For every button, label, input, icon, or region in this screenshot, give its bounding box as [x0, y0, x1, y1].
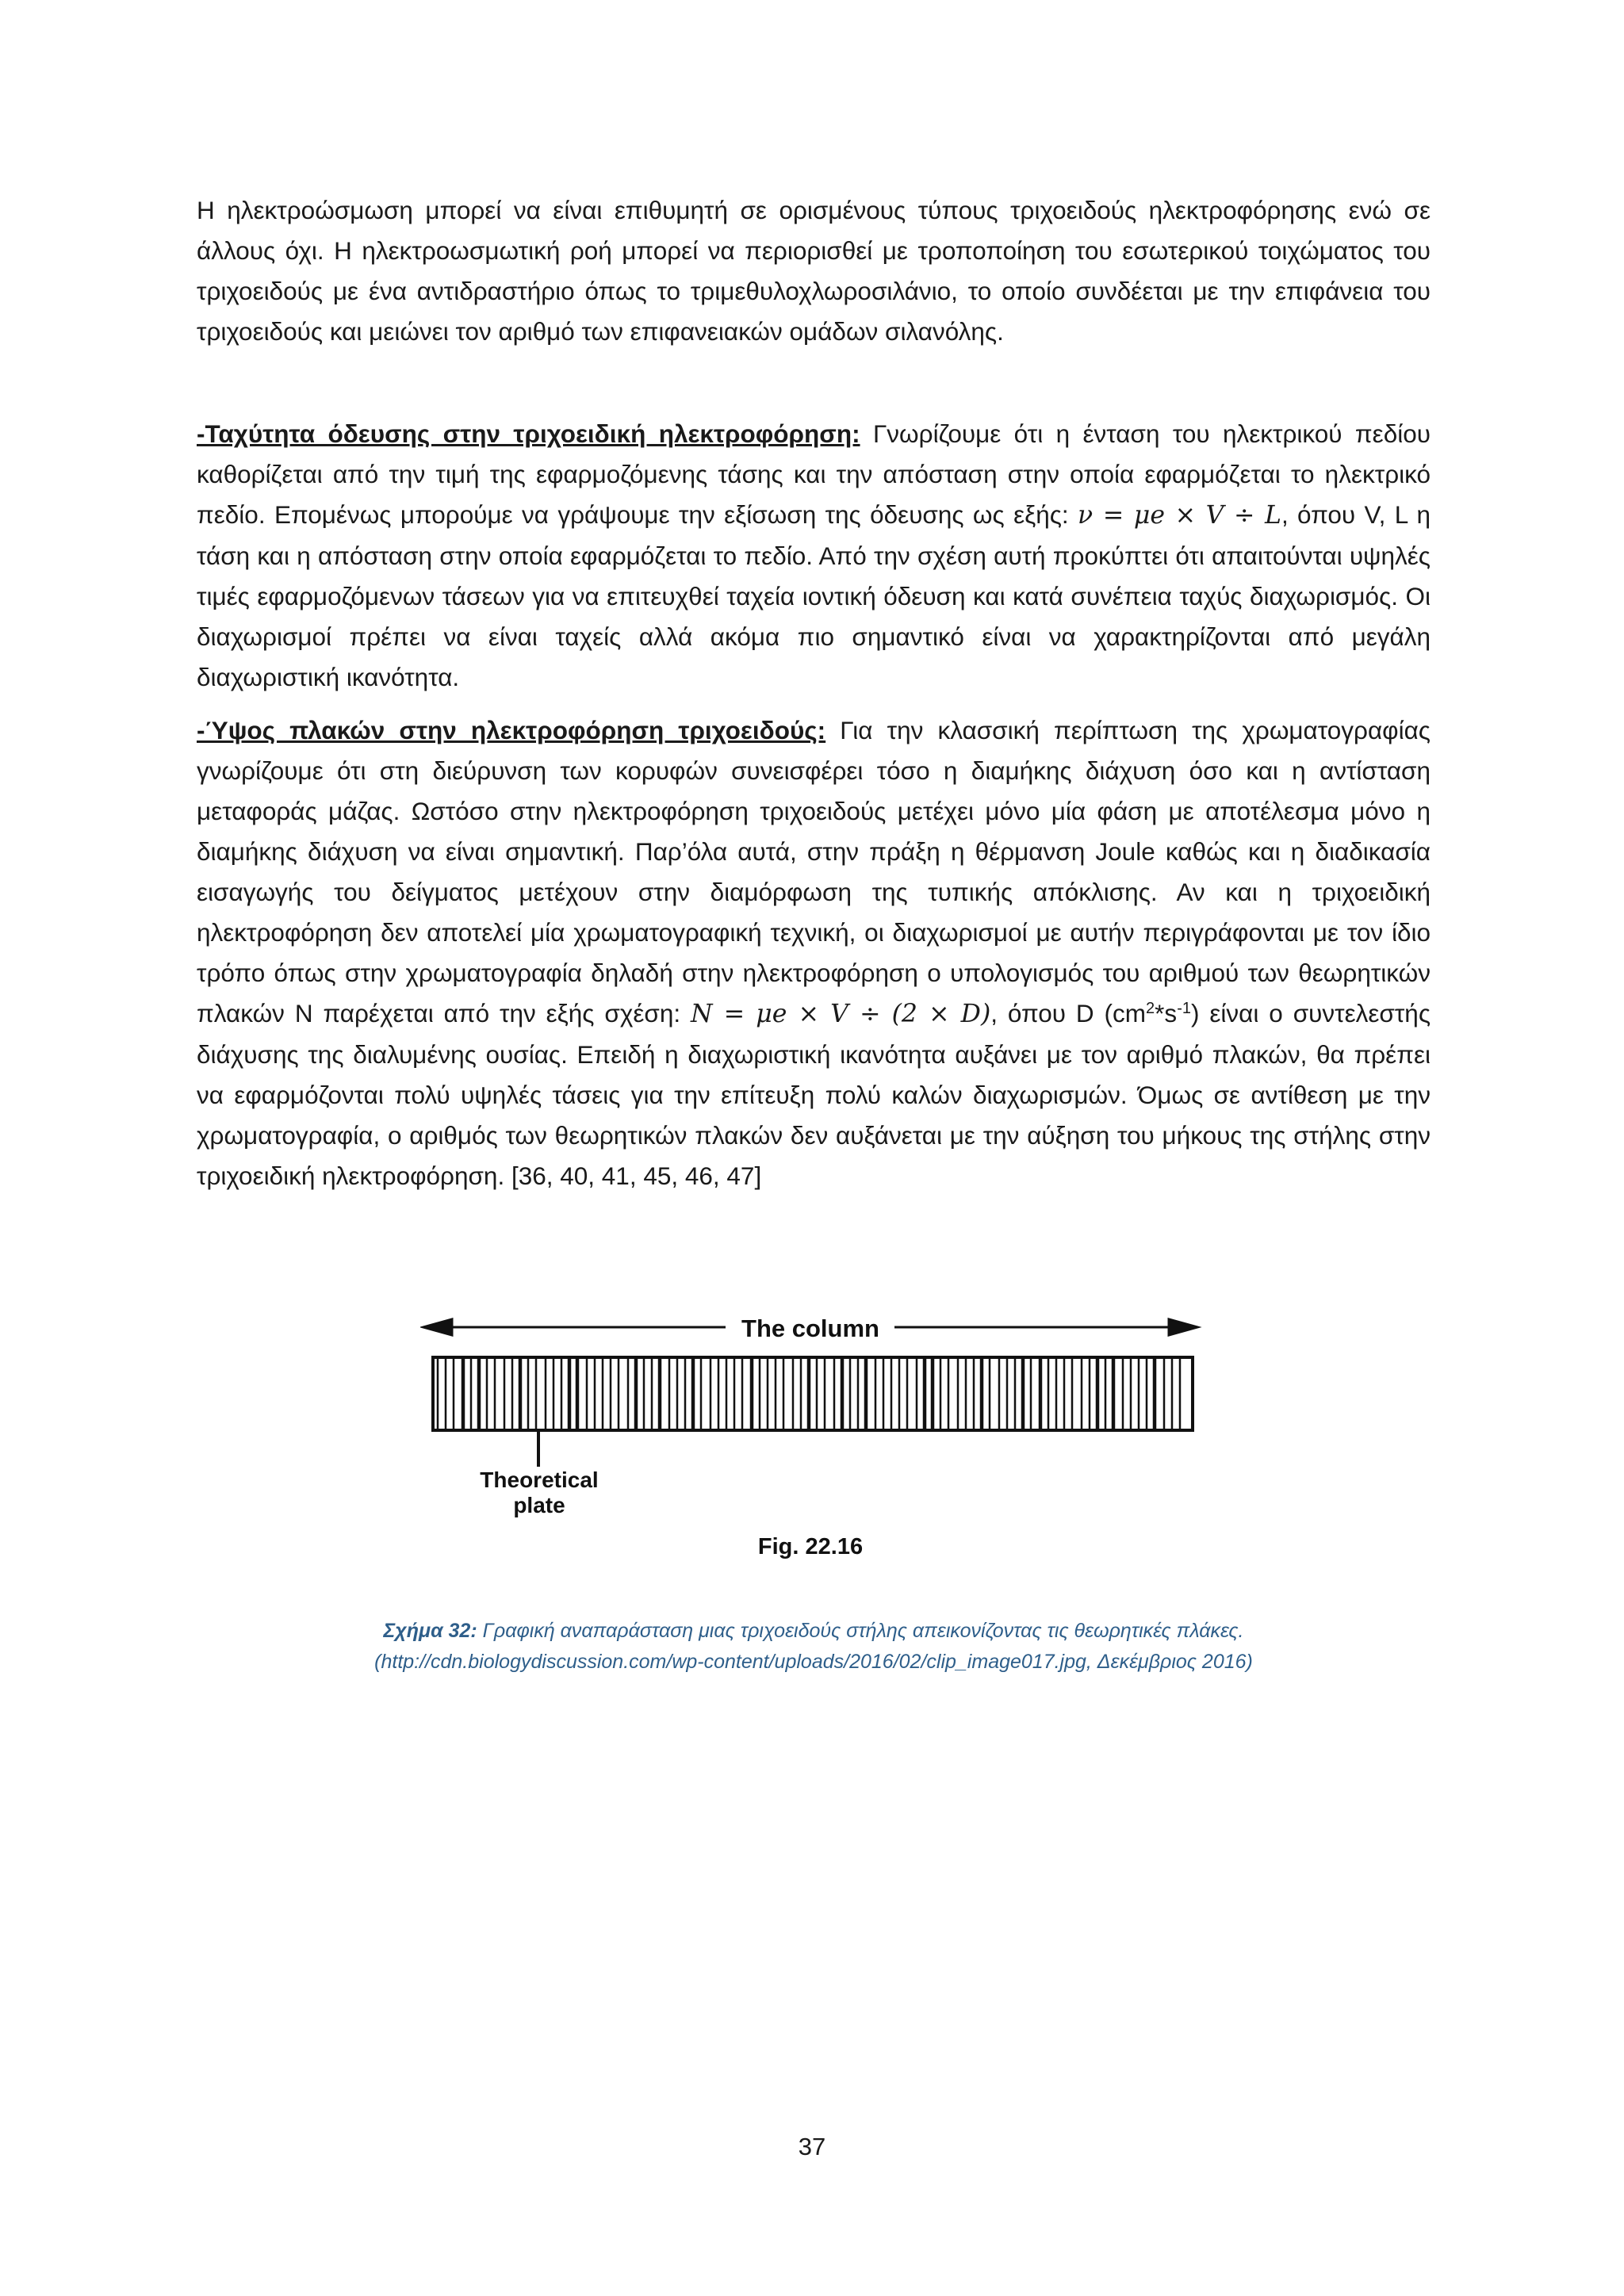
- paragraph-text: Η ηλεκτροώσμωση μπορεί να είναι επιθυμητή σε ορισμένους τύπους τριχοειδούς ηλεκτροφόρησης ενώ σε άλλους όχι. Η ηλεκτροωσμωτική ροή μπορεί να περιορισθεί με τροποποίηση του εσωτερικού τοιχώματος του τριχοειδούς με ένα αντιδραστήριο όπως το τριμεθυλοχλωροσιλάνιο, το οποίο συνδέεται με την επιφάνεια του τριχοειδούς και μειώνει τον αριθμό των επιφανειακών ομάδων σιλανόλης.: [197, 196, 1431, 346]
- column-outline: [433, 1357, 1193, 1430]
- paragraph-text: Για την κλασσική περίπτωση της χρωματογραφίας γνωρίζουμε ότι στη διεύρυνση των κορυφών συνεισφέρει τόσο η διαμήκης διάχυση όσο και η αντίσταση μεταφοράς μάζας. Ωστόσο στην ηλεκτροφόρηση τριχοειδούς μετέχει μόνο μία φάση με αποτέλεσμα μόνο η διαμήκης διάχυση να είναι σημαντική. Παρ’όλα αυτά, στην πράξη η θέρμανση Joule καθώς και η διαδικασία εισαγωγής του δείγματος μετέχουν στην διαμόρφωση της τυπικής απόκλισης. Αν και η τριχοειδική ηλεκτροφόρηση δεν αποτελεί μία χρωματογραφική τεχνική, οι διαχωρισμοί με αυτήν περιγράφονται με τον ίδιο τρόπο όπως στην χρωματογραφία δηλαδή στην ηλεκτροφόρηση ο υπολογισμός του αριθμού των θεωρητικών πλακών Ν παρέχεται από την εξής σχέση:: [197, 716, 1431, 1027]
- paragraph-text: ) είναι ο συντελεστής διάχυσης της διαλυμένης ουσίας. Επειδή η διαχωριστική ικανότητα αυξάνει με τον αριθμό πλακών, θα πρέπει να εφαρμόζονται πολύ υψηλές τάσεις για την επίτευξη πολύ καλών διαχωρισμών. Όμως σε αντίθεση με την χρωματογραφία, ο αριθμός των θεωρητικών πλακών δεν αυξάνεται με την αύξηση του μήκους της στήλης στην τριχοειδική ηλεκτροφόρηση. [36, 40, 41, 45, 46, 47]: [197, 999, 1431, 1190]
- velocity-formula: ν = μe × V ÷ L: [1078, 501, 1281, 530]
- plates-formula: N = μe × V ÷ (2 × D): [691, 1000, 991, 1028]
- paragraph-text: , όπου D (cm: [990, 999, 1147, 1027]
- figure-number-label: Fig. 22.16: [757, 1534, 864, 1559]
- paragraph-electroosmosis: [197, 190, 1431, 352]
- paragraph-plate-height: [197, 710, 1431, 1196]
- section-heading-plate-height: -Ύψος πλακών στην ηλεκτροφόρηση τριχοειδούς:: [197, 716, 826, 744]
- plate-lines: [438, 1359, 1180, 1429]
- section-heading-velocity: -Ταχύτητα όδευσης στην τριχοειδική ηλεκτροφόρηση:: [197, 419, 860, 448]
- figure-caption: [197, 1616, 1431, 1678]
- column-label: The column: [741, 1314, 879, 1342]
- superscript: -1: [1177, 1000, 1191, 1017]
- plate-label-line2: plate: [513, 1493, 565, 1517]
- caption-line: [197, 1616, 1431, 1647]
- column-plates-figure: [420, 1300, 1205, 1570]
- caption-text: Γραφική αναπαράσταση μιας τριχοειδούς στήλης απεικονίζοντας τις θεωρητικές πλάκες.: [477, 1620, 1244, 1642]
- plate-label-line1: Theoretical: [480, 1468, 599, 1492]
- caption-source: (http://cdn.biologydiscussion.com/wp-content/uploads/2016/02/clip_image017.jpg, Δεκέμβριος 2016): [374, 1651, 1253, 1673]
- left-arrowhead: [423, 1319, 452, 1335]
- paragraph-text: *s: [1155, 999, 1178, 1027]
- page-number: 37: [798, 2133, 826, 2160]
- right-arrowhead: [1169, 1319, 1197, 1335]
- paragraph-text: Γνωρίζουμε ότι η ένταση του ηλεκτρικού πεδίου καθορίζεται από την τιμή της εφαρμοζόμενης τάσης και την απόσταση στην οποία εφαρμόζεται το ηλεκτρικό πεδίο. Επομένως μπορούμε να γράψουμε την εξίσωση της όδευσης ως εξής:: [197, 419, 1431, 529]
- paragraph-migration-velocity: [197, 414, 1431, 698]
- paragraph-text: , όπου V, L η τάση και η απόσταση στην οποία εφαρμόζεται το πεδίο. Από την σχέση αυτή προκύπτει ότι απαιτούνται υψηλές τιμές εφαρμοζόμενων τάσεων για να επιτευχθεί ταχεία ιοντική όδευση και κατά συνέπεια ταχύς διαχωρισμός. Οι διαχωρισμοί πρέπει να είναι ταχείς αλλά ακόμα πιο σημαντικό είναι να χαρακτηρίζονται από μεγάλη διαχωριστική ικανότητα.: [197, 500, 1431, 691]
- superscript: 2: [1146, 1000, 1155, 1017]
- caption-label: Σχήμα 32:: [383, 1620, 477, 1642]
